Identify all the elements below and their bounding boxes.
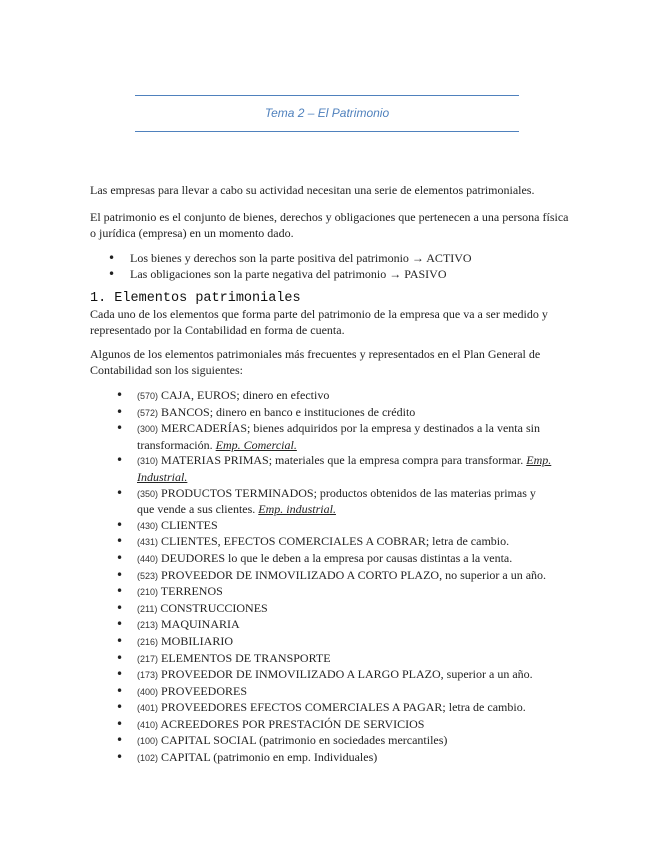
account-code: (410)	[137, 719, 159, 730]
account-description: MERCADERÍAS; bienes adquiridos por la empresa y destinados a la venta sin transformación.	[137, 421, 540, 452]
list-item	[116, 568, 556, 585]
list-item: • Los bienes y derechos son la parte positiva del patrimonio → ACTIVO	[108, 251, 472, 267]
account-code: (213)	[137, 620, 159, 631]
account-description: DEUDORES lo que le deben a la empresa por causas distintas a la venta.	[158, 550, 513, 565]
account-description: MATERIAS PRIMAS; materiales que la empresa compra para transformar.	[158, 453, 527, 468]
account-code: (100)	[137, 736, 159, 747]
account-code: (430)	[137, 520, 159, 531]
account-code: (173)	[137, 670, 159, 681]
account-code: (350)	[137, 488, 159, 499]
section-paragraph-1: Cada uno de los elementos que forma parte del patrimonio de la empresa que va a ser medido y representado por la Contabilidad en forma de cuenta.	[90, 307, 548, 337]
company-type-note: Emp. industrial.	[258, 502, 336, 517]
list-item: • Las obligaciones son la parte negativa del patrimonio → PASIVO	[108, 267, 472, 283]
section-heading: 1. Elementos patrimoniales	[90, 291, 301, 306]
list-item	[116, 651, 556, 668]
account-code: (570)	[137, 391, 159, 401]
header-title: Tema 2 – El Patrimonio	[264, 106, 390, 120]
account-code: (401)	[137, 703, 159, 714]
account-description: PROVEEDOR DE INMOVILIZADO A CORTO PLAZO, no superior a un año.	[158, 567, 547, 582]
list-item	[116, 634, 556, 651]
account-description: PROVEEDOR DE INMOVILIZADO A LARGO PLAZO, superior a un año.	[158, 667, 533, 682]
list-item	[116, 667, 556, 684]
header-top-rule	[135, 95, 519, 96]
account-description: PROVEEDORES	[158, 683, 248, 698]
list-item	[116, 601, 556, 618]
list-item	[116, 405, 556, 422]
list-item	[116, 518, 556, 535]
list-item	[116, 421, 556, 453]
list-item	[116, 584, 556, 601]
account-description: PRODUCTOS TERMINADOS; productos obtenidos de las materias primas y que vende a sus clientes.	[137, 485, 536, 517]
account-description: CAPITAL SOCIAL (patrimonio en sociedades mercantiles)	[158, 733, 448, 748]
list-item	[116, 684, 556, 701]
account-description: CAPITAL (patrimonio en emp. Individuales)	[158, 750, 378, 765]
account-description: MAQUINARIA	[158, 617, 240, 632]
account-description: CLIENTES, EFECTOS COMERCIALES A COBRAR; letra de cambio.	[158, 534, 510, 549]
list-item	[116, 750, 556, 767]
list-item	[116, 453, 556, 485]
account-code: (210)	[137, 587, 159, 598]
list-item	[116, 700, 556, 717]
account-description: PROVEEDORES EFECTOS COMERCIALES A PAGAR; letra de cambio.	[158, 700, 526, 715]
list-item	[116, 486, 556, 518]
account-code: (102)	[137, 753, 159, 764]
account-description: ELEMENTOS DE TRANSPORTE	[158, 650, 331, 665]
intro-paragraph-2: El patrimonio es el conjunto de bienes, derechos y obligaciones que pertenecen a una persona física o jurídica (empresa) en un momento dado.	[90, 210, 569, 240]
account-code: (400)	[137, 686, 159, 697]
list-item	[116, 551, 556, 568]
section-paragraph-2: Algunos de los elementos patrimoniales más frecuentes y representados en el Plan General de Contabilidad son los siguientes:	[90, 347, 541, 377]
account-code: (310)	[137, 456, 159, 467]
account-code: (300)	[137, 424, 159, 435]
account-description: TERRENOS	[158, 584, 223, 599]
list-item	[116, 733, 556, 750]
account-code: (217)	[137, 653, 159, 664]
intro-paragraph-1: Las empresas para llevar a cabo su actividad necesitan una serie de elementos patrimoniales.	[90, 183, 535, 197]
intro-bullet-list	[108, 251, 472, 282]
account-description: MOBILIARIO	[158, 633, 234, 648]
list-item	[116, 617, 556, 634]
list-item	[116, 534, 556, 551]
account-description: BANCOS; dinero en banco e instituciones de crédito	[158, 404, 416, 419]
account-code: (431)	[137, 537, 159, 548]
account-code: (216)	[137, 636, 159, 647]
account-code: (572)	[137, 407, 159, 418]
list-item	[116, 717, 556, 734]
list-item	[116, 388, 556, 405]
header-bottom-rule	[135, 131, 519, 132]
account-description: CAJA, EUROS; dinero en efectivo	[158, 388, 330, 402]
account-description: ACREEDORES POR PRESTACIÓN DE SERVICIOS	[158, 716, 425, 731]
company-type-note: Emp. Industrial.	[137, 453, 552, 484]
account-description: CONSTRUCCIONES	[157, 600, 268, 615]
company-type-note: Emp. Comercial.	[215, 437, 297, 452]
account-description: CLIENTES	[158, 517, 218, 532]
account-code: (523)	[137, 570, 159, 581]
account-code: (211)	[137, 603, 158, 614]
account-code: (440)	[137, 553, 159, 564]
elements-list	[116, 388, 556, 767]
